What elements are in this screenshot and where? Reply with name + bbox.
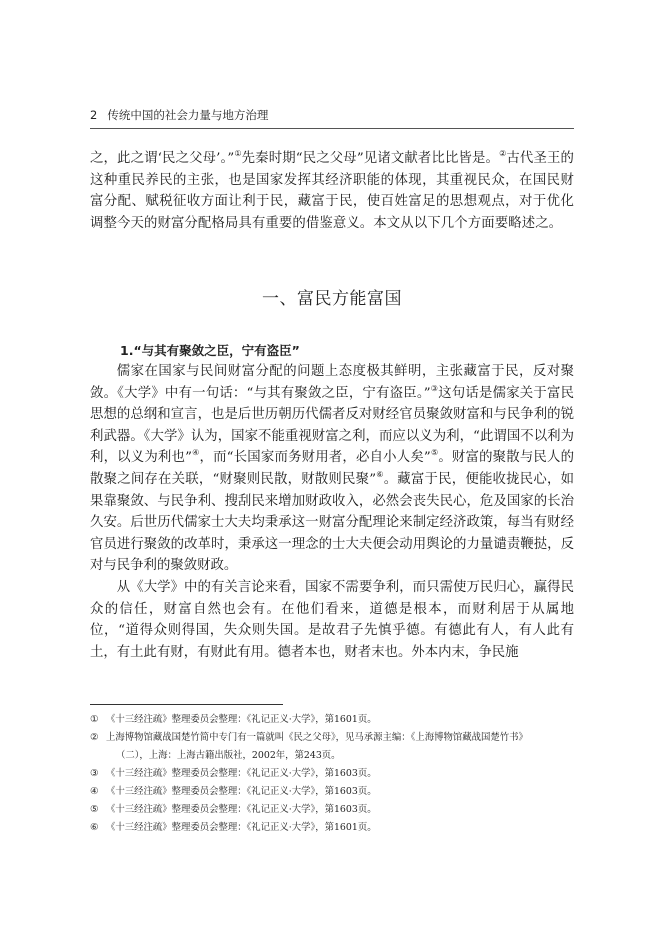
page-number: 2 [90,108,98,122]
footnote-3: ③ 《十三经注疏》整理委员会整理：《礼记正义·大学》，第1603页。 [90,768,377,779]
footnote-2-continued: （二），上海：上海古籍出版社，2002年，第243页。 [116,750,341,761]
footnote-ref-1[interactable]: ① [234,149,242,158]
footnote-ref-2[interactable]: ② [499,149,507,158]
footnote-divider [90,704,283,705]
main-text [90,361,574,663]
intro-text [90,148,574,234]
footnote-ref-4[interactable]: ④ [191,448,200,458]
footnote-ref-3[interactable]: ③ [430,383,439,393]
header-divider [90,128,574,129]
footnotes [90,711,574,837]
book-title: 传统中国的社会力量与地方治理 [107,108,269,122]
footnote-6: ⑥ 《十三经注疏》整理委员会整理：《礼记正义·大学》，第1601页。 [90,822,377,833]
footnote-4: ④ 《十三经注疏》整理委员会整理：《礼记正义·大学》，第1603页。 [90,786,377,797]
footnote-5: ⑤ 《十三经注疏》整理委员会整理：《礼记正义·大学》，第1603页。 [90,804,377,815]
footnote-ref-6[interactable]: ⑥ [376,469,384,479]
subsection-heading: 1.“与其有聚敛之臣，宁有盗臣” [120,343,300,358]
paragraph-2: 从《大学》中的有关言论来看，国家不需要争利，而只需使万民归心，赢得民众的信任，财富自然也会有。在他们看来，道德是根本，而财利居于从属地位，“道得众则得国，失众则失国。是故君子先慎乎德。有德此有人，有人此有土，有土此有财，有财此有用。德者本也，财者末也。外本内末，争民施 [90,579,574,660]
footnote-2: ② 上海博物馆藏战国楚竹简中专门有一篇就叫《民之父母》，见马承源主编：《上海博物馆藏战国楚竹书》 [90,732,528,743]
running-header [90,107,573,123]
section-heading: 一、富民方能富国 [262,289,402,309]
footnote-1: ① 《十三经注疏》整理委员会整理：《礼记正义·大学》，第1601页。 [90,714,377,725]
intro-paragraph: 之，此之谓‘民之父母’。”①先秦时期“民之父母”见诸文献者比比皆是。②古代圣王的这种重民养民的主张，也是国家发挥其经济职能的体现，其重视民众，在国民财富分配、赋税征收方面让利于民，藏富于民，使百姓富足的思想观点，对于优化调整今天的财富分配格局具有重要的借鉴意义。本文从以下几个方面要略述之。 [90,149,574,231]
footnote-ref-5[interactable]: ⑤ [430,448,439,458]
paragraph-1: 儒家在国家与民间财富分配的问题上态度极其鲜明，主张藏富于民，反对聚敛。《大学》中有一句话：“与其有聚敛之臣，宁有盗臣。”③这句话是儒家关于富民思想的总纲和宣言，也是后世历朝历代儒者反对财经官员聚敛财富和与民争利的锐利武器。《大学》认为，国家不能重视财富之利，而应以义为利，“此谓国不以利为利，以义为利也”④，而“长国家而务财用者，必自小人矣”⑤。财富的聚散与民人的散聚之间存在关联，“财聚则民散，财散则民聚”⑥。藏富于民，便能收拢民心，如果靠聚敛、与民争利、搜刮民来增加财政收入，必然会丧失民心，危及国家的长治久安。后世历代儒家士大夫均秉承这一财富分配理论来制定经济政策，每当有财经官员进行聚敛的改革时，秉承这一理念的士大夫便会动用舆论的力量谴责鞭挞，反对与民争利的聚敛财政。 [90,364,575,574]
